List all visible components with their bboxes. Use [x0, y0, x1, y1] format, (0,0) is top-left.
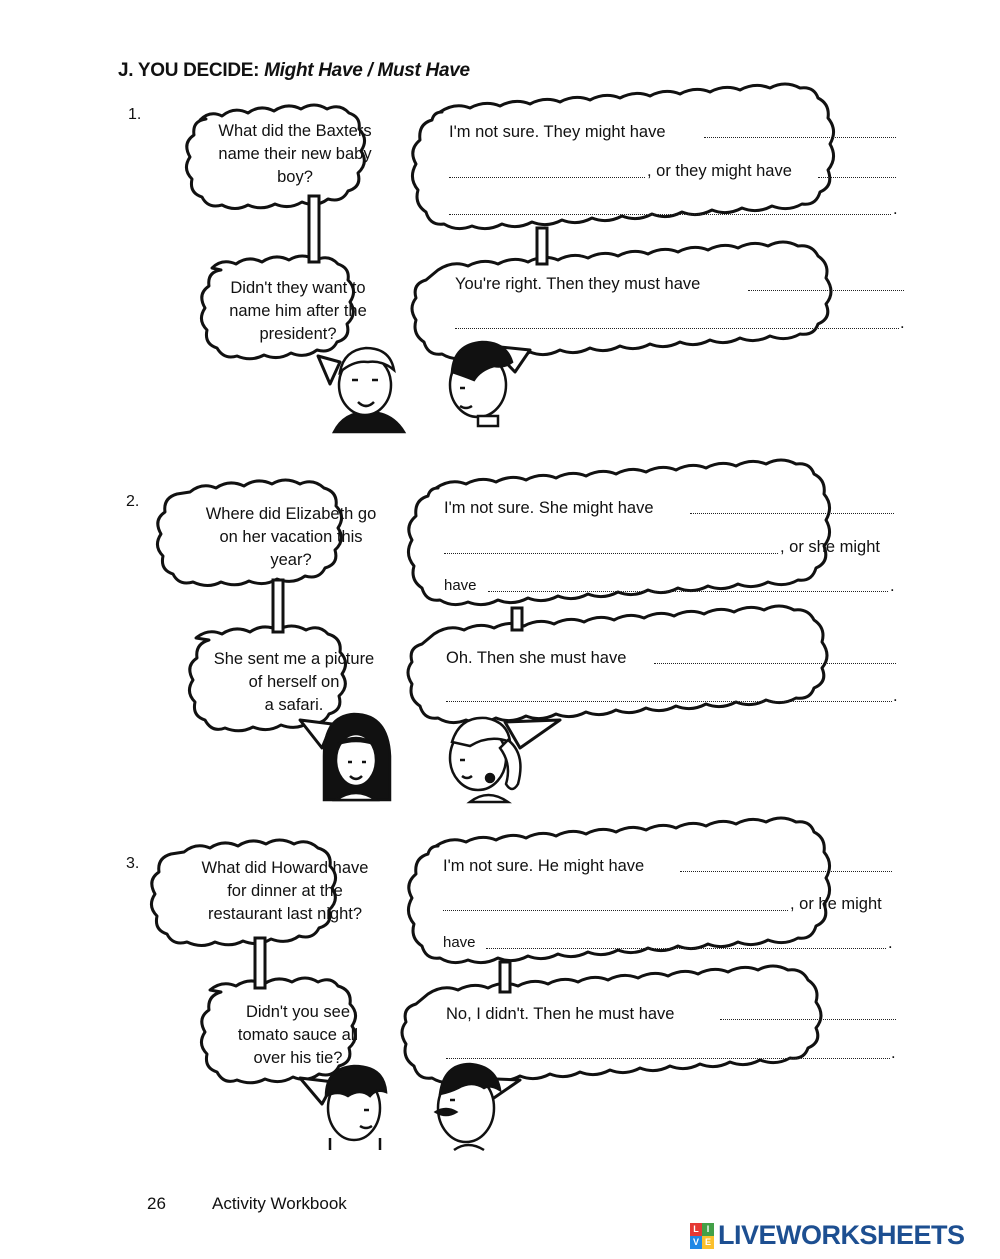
- answer-2-line-3-end: .: [890, 577, 895, 595]
- exercise-number-3: 3.: [126, 855, 140, 872]
- liveworksheets-logo[interactable]: [690, 1220, 965, 1251]
- followup-1-line-1: Didn't they want to: [230, 279, 366, 297]
- question-2-line-3: year?: [270, 551, 312, 569]
- followup-1-line-2: name him after the: [229, 302, 367, 320]
- question-1-line-1: What did the Baxters: [218, 122, 372, 140]
- followup-2-line-1: She sent me a picture: [213, 650, 375, 668]
- exercise-number-1: 1.: [128, 106, 142, 123]
- badge-letter-e: E: [702, 1236, 714, 1249]
- question-3-line-3: restaurant last night?: [207, 905, 363, 923]
- question-1-line-2: name their new baby: [218, 145, 372, 163]
- blank-2a[interactable]: [690, 513, 894, 514]
- blank-3b[interactable]: [443, 910, 788, 911]
- character-boy-1: [334, 348, 404, 432]
- liveworksheets-name: LIVEWORKSHEETS: [718, 1220, 965, 1250]
- answer-3-line-3-start: have: [443, 934, 476, 951]
- character-girl-1: [324, 714, 390, 800]
- badge-letter-i: I: [702, 1223, 714, 1236]
- blank-1a[interactable]: [704, 137, 896, 138]
- answer-2b-line-2-end: .: [893, 687, 898, 705]
- blank-2e[interactable]: [446, 701, 892, 702]
- blank-2b[interactable]: [444, 553, 778, 554]
- badge-letter-v: V: [690, 1236, 702, 1249]
- followup-2-line-2: of herself on: [248, 673, 340, 691]
- blank-3e[interactable]: [446, 1058, 890, 1059]
- character-man-1: [436, 1064, 500, 1150]
- blank-1b[interactable]: [449, 177, 645, 178]
- liveworksheets-badge-icon: [690, 1223, 714, 1249]
- question-text-2: [186, 503, 396, 572]
- question-2-line-2: on her vacation this: [219, 528, 363, 546]
- answer-3b-line-1: No, I didn't. Then he must have: [446, 1005, 675, 1023]
- answer-3-line-3-end: .: [888, 934, 893, 952]
- character-boy-2: [450, 342, 512, 426]
- question-2-line-1: Where did Elizabeth go: [205, 505, 377, 523]
- exercise-number-2: 2.: [126, 493, 140, 510]
- answer-1b-line-2-end: .: [900, 314, 905, 332]
- badge-letter-l: L: [690, 1223, 702, 1236]
- answer-2-line-3-start: have: [444, 577, 477, 594]
- page-number: 26: [147, 1194, 166, 1213]
- answer-1-line-1: I'm not sure. They might have: [449, 123, 666, 141]
- blank-1c[interactable]: [818, 177, 896, 178]
- blank-1e[interactable]: [748, 290, 904, 291]
- answer-3-line-2-end: , or he might: [790, 895, 882, 913]
- answer-1-line-2-end: , or they might have: [647, 162, 792, 180]
- blank-2d[interactable]: [654, 663, 896, 664]
- question-text-1: [196, 120, 394, 189]
- followup-3-line-1: Didn't you see: [245, 1003, 351, 1021]
- book-title: Activity Workbook: [212, 1194, 347, 1213]
- title-italic: Might Have / Must Have: [264, 60, 470, 81]
- answer-3-line-1: I'm not sure. He might have: [443, 857, 645, 875]
- answer-2b-line-1: Oh. Then she must have: [446, 649, 627, 667]
- followup-text-3: [208, 1001, 388, 1070]
- followup-3-line-2: tomato sauce all: [237, 1026, 359, 1044]
- blank-1d[interactable]: [449, 214, 891, 215]
- blank-3d[interactable]: [720, 1019, 896, 1020]
- title-prefix: J. YOU DECIDE:: [118, 60, 260, 81]
- blank-2c[interactable]: [488, 591, 888, 592]
- answer-2-line-1: I'm not sure. She might have: [444, 499, 654, 517]
- blank-1f[interactable]: [455, 328, 899, 329]
- question-3-line-2: for dinner at the: [227, 882, 343, 900]
- followup-3-line-3: over his tie?: [253, 1049, 343, 1067]
- followup-text-2: [194, 648, 394, 717]
- question-1-line-3: boy?: [277, 168, 313, 186]
- answer-1b-line-1: You're right. Then they must have: [455, 275, 701, 293]
- answer-bubble-1b: [412, 242, 831, 359]
- answer-bubble-1: [412, 84, 833, 229]
- answer-2-line-2-end: , or she might: [780, 538, 880, 556]
- question-3-line-1: What did Howard have: [201, 859, 369, 877]
- answer-3b-line-2-end: .: [891, 1044, 896, 1062]
- answer-1-line-3-end: .: [893, 200, 898, 218]
- question-text-3: [180, 857, 390, 926]
- followup-2-line-3: a safari.: [264, 696, 324, 714]
- blank-3a[interactable]: [680, 871, 892, 872]
- followup-1-line-3: president?: [259, 325, 337, 343]
- blank-3c[interactable]: [486, 948, 886, 949]
- followup-text-1: [208, 277, 388, 346]
- character-boy-3: [326, 1066, 386, 1150]
